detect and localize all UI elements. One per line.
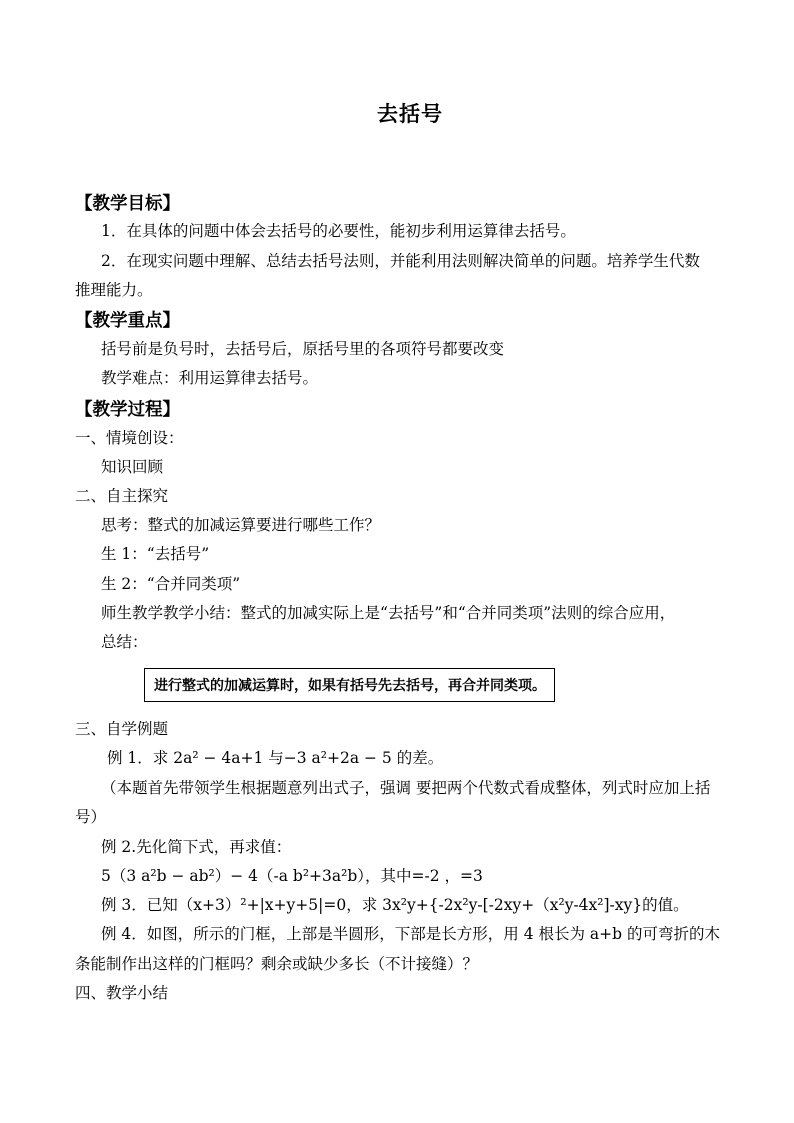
part-2-summary-line-1: 师生教学教学小结：整式的加减实际上是“去括号”和“合并同类项”法则的综合应用，	[101, 604, 676, 622]
example-1: 例 1．求 2a² − 4a+1 与−3 a²+2a − 5 的差。	[107, 749, 444, 767]
key-points-heading: 【教学重点】	[75, 311, 180, 331]
example-4-line-1: 例 4．如图，所示的门框，上部是半圆形，下部是长方形，用 4 根长为 a+b 的可弯折的木	[101, 925, 721, 943]
part-4-title: 四、教学小结	[75, 984, 169, 1002]
objectives-heading: 【教学目标】	[75, 194, 180, 214]
example-2-expression: 5（3 a²b − ab²）− 4（-a b²+3a²b），其中=-2 ，=3	[101, 867, 483, 885]
key-point-difficulty: 教学难点：利用运算律去括号。	[101, 369, 319, 387]
example-3: 例 3．已知（x+3）²+|x+y+5|=0，求 3x²y+{-2x²y-[-2xy+（x²y-4x²]-xy}的值。	[101, 896, 689, 914]
part-2-student-1: 生 1：“去括号”	[101, 545, 210, 563]
part-2-title: 二、自主探究	[75, 487, 169, 505]
part-2-student-2: 生 2：“合并同类项”	[101, 575, 241, 593]
part-3-title: 三、自学例题	[75, 720, 169, 738]
example-2: 例 2.先化简下式，再求值：	[101, 838, 292, 856]
part-1-title: 一、情境创设：	[75, 429, 184, 447]
page-title: 去括号	[377, 101, 443, 126]
process-heading: 【教学过程】	[75, 400, 180, 420]
summary-box: 进行整式的加减运算时，如果有括号先去括号，再合并同类项。	[144, 668, 555, 702]
objective-item-1: 1．在具体的问题中体会去括号的必要性，能初步利用运算律去括号。	[101, 222, 576, 240]
example-4-line-2: 条能制作出这样的门框吗？剩余或缺少多长（不计接缝）？	[75, 955, 479, 973]
part-1-line-1: 知识回顾	[101, 458, 164, 476]
part-2-think: 思考：整式的加减运算要进行哪些工作？	[101, 516, 381, 534]
part-2-summary-line-2: 总结：	[101, 633, 148, 651]
objective-item-2-line-1: 2．在现实问题中理解、总结去括号法则，并能利用法则解决简单的问题。培养学生代数	[101, 252, 700, 270]
objective-item-2-line-2: 推理能力。	[75, 281, 153, 299]
example-1-note-line-1: （本题首先带领学生根据题意列出式子，强调 要把两个代数式看成整体，列式时应加上括	[101, 779, 711, 797]
key-point-line-1: 括号前是负号时，去括号后，原括号里的各项符号都要改变	[101, 340, 505, 358]
example-1-note-line-2: 号）	[75, 808, 107, 826]
